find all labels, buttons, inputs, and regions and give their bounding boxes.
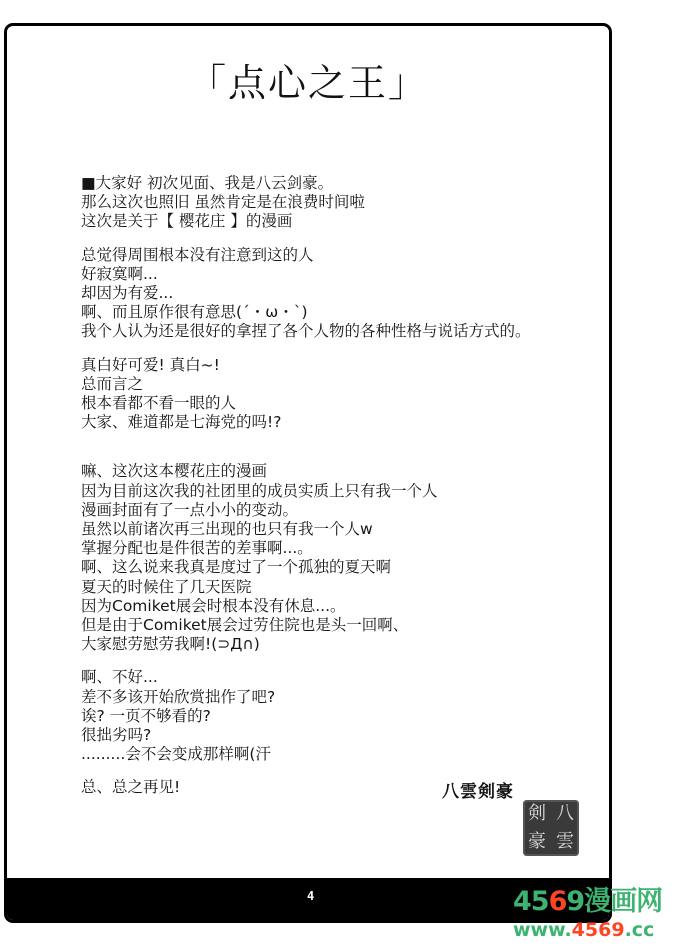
text-line: 大家慰劳慰劳我啊!(⊃Д∩) xyxy=(81,635,260,654)
paragraph-mashiro xyxy=(81,356,611,433)
seal-char: 雲 xyxy=(556,831,574,852)
text-line: 我个人认为还是很好的拿捏了各个人物的各种性格与说话方式的。 xyxy=(81,322,531,341)
brand-text: 9漫画网 xyxy=(566,886,663,917)
text-line: 差不多该开始欣赏拙作了吧? xyxy=(81,687,276,706)
text-line: 虽然以前诸次再三出现的也只有我一个人w xyxy=(81,520,373,539)
paragraph-feelings xyxy=(81,246,611,342)
seal-char: 剣 xyxy=(528,803,546,824)
text-line: 总、总之再见! xyxy=(81,778,181,797)
text-line: 大家、难道都是七海党的吗!? xyxy=(81,413,282,432)
text-line: 根本看都不看一眼的人 xyxy=(81,394,237,413)
text-line: 嘛、这次这本樱花庄的漫画 xyxy=(81,462,268,481)
paragraph-circle-news xyxy=(81,462,611,654)
text-line: 很拙劣吗? xyxy=(81,726,152,745)
author-seal-stamp-icon xyxy=(523,800,579,856)
text-line: 却因为有爱... xyxy=(81,284,174,303)
url-accent: 4569 xyxy=(571,919,625,941)
page-number: 4 xyxy=(307,889,315,903)
text-line: 真白好可爱! 真白~! xyxy=(81,355,220,374)
url-text: www. xyxy=(513,919,572,941)
afterword-text xyxy=(81,174,611,812)
watermark-url xyxy=(513,918,680,942)
brand-text: 45 xyxy=(513,886,549,917)
page-title: 「点心之王」 xyxy=(187,61,428,105)
seal-char: 豪 xyxy=(528,831,546,852)
text-line: 因为Comiket展会时根本没有休息...。 xyxy=(81,596,346,615)
text-line: 这次是关于【 樱花庄 】的漫画 xyxy=(81,212,293,231)
text-line: ■大家好 初次见面、我是八云剑豪。 xyxy=(81,174,334,192)
text-line: 但是由于Comiket展会过劳住院也是头一回啊、 xyxy=(81,616,409,635)
text-line: 总而言之 xyxy=(81,374,144,393)
page-frame xyxy=(4,23,612,923)
text-line: 啊、这么说来我真是度过了一个孤独的夏天啊 xyxy=(81,558,392,577)
url-text: .cc xyxy=(624,919,655,941)
text-line: .........会不会变成那样啊(汗 xyxy=(81,745,271,764)
text-line: 掌握分配也是件很苦的差事啊...。 xyxy=(81,539,313,558)
text-line: 那么这次也照旧 虽然肯定是在浪费时间啦 xyxy=(81,193,365,212)
paragraph-greeting xyxy=(81,174,611,232)
text-line: 总觉得周围根本没有注意到这的人 xyxy=(81,245,314,264)
text-line: 漫画封面有了一点小小的变动。 xyxy=(81,500,299,519)
text-line: 因为目前这次我的社团里的成员实质上只有我一个人 xyxy=(81,481,438,500)
text-line: 好寂寞啊... xyxy=(81,264,158,283)
text-line: 啊、而且原作很有意思(´・ω・`) xyxy=(81,303,308,322)
site-watermark xyxy=(513,887,680,942)
text-line: 啊、不好... xyxy=(81,668,158,687)
seal-char: 八 xyxy=(556,803,574,824)
paragraph-farewell xyxy=(81,778,611,797)
text-line: 夏天的时候住了几天医院 xyxy=(81,577,252,596)
watermark-brand xyxy=(513,887,680,917)
text-line: 诶? 一页不够看的? xyxy=(81,706,211,725)
brand-accent: 6 xyxy=(548,886,567,917)
author-signature: 八雲剣豪 xyxy=(442,782,514,802)
paragraph-closing-question xyxy=(81,668,611,764)
